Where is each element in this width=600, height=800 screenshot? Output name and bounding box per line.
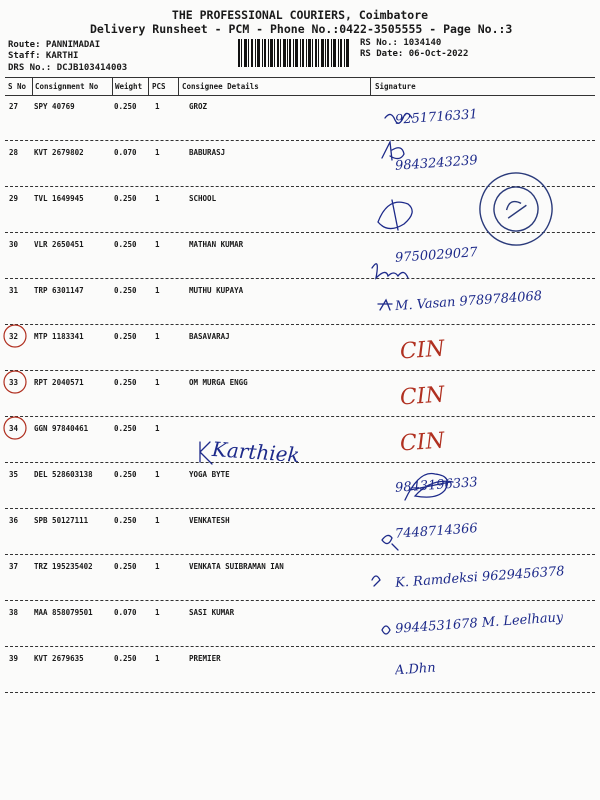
signature-stroke — [378, 300, 392, 310]
row-signature: CIN — [399, 336, 446, 365]
row-consignment: MAA 858079501 — [34, 608, 93, 617]
row-signature: A.Dhn — [394, 660, 437, 679]
rs-number: RS No.: 1034140 — [360, 38, 442, 48]
delivery-stamp — [477, 170, 555, 248]
row-pcs: 1 — [155, 470, 160, 479]
row-sno: 39 — [9, 654, 19, 663]
col-sno: S No — [8, 82, 27, 91]
col-weight: Weight — [115, 82, 143, 91]
staff-label: Staff: KARTHI — [8, 51, 79, 61]
handwritten-name: Karthiek — [211, 436, 301, 468]
row-consignee: SASI KUMAR — [189, 608, 235, 617]
row-signature: 7448714366 — [394, 521, 479, 542]
row-pcs: 1 — [155, 102, 160, 111]
row-consignment: TVL 1649945 — [34, 194, 84, 203]
row-sno: 27 — [9, 102, 19, 111]
row-consignment: SPY 40769 — [34, 102, 75, 111]
row-pcs: 1 — [155, 608, 160, 617]
col-consignment: Consignment No — [35, 82, 99, 91]
page-subtitle: Delivery Runsheet - PCM - Phone No.:0422-3505555 - Page No.:3 — [90, 22, 513, 36]
row-consignee: VENKATA SUIBRAMAN IAN — [189, 562, 284, 571]
row-consignment: SPB 50127111 — [34, 516, 89, 525]
row-sno: 31 — [9, 286, 19, 295]
row-sno: 33 — [9, 378, 19, 387]
row-weight: 0.250 — [114, 332, 137, 341]
row-pcs: 1 — [155, 240, 160, 249]
route-label: Route: PANNIMADAI — [8, 40, 101, 50]
row-consignee: PREMIER — [189, 654, 221, 663]
row-sno: 34 — [9, 424, 19, 433]
row-consignee: GROZ — [189, 102, 208, 111]
row-pcs: 1 — [155, 194, 160, 203]
rs-date: RS Date: 06-Oct-2022 — [360, 49, 469, 59]
row-consignment: VLR 2650451 — [34, 240, 84, 249]
page-title: THE PROFESSIONAL COURIERS, Coimbatore — [171, 8, 429, 22]
row-sno: 30 — [9, 240, 19, 249]
row-consignee: OM MURGA ENGG — [189, 378, 248, 387]
row-signature: 9251716331 — [394, 107, 479, 128]
row-pcs: 1 — [155, 286, 160, 295]
row-signature: M. Vasan 9789784068 — [394, 288, 543, 315]
row-signature: 9843243239 — [394, 153, 479, 174]
row-pcs: 1 — [155, 654, 160, 663]
row-pcs: 1 — [155, 516, 160, 525]
row-signature: 9750029027 — [394, 245, 479, 266]
row-consignee: SCHOOL — [189, 194, 217, 203]
row-pcs: 1 — [155, 562, 160, 571]
row-marker-circle — [4, 417, 26, 439]
row-pcs: 1 — [155, 148, 160, 157]
signature-stroke — [372, 264, 408, 278]
row-pcs: 1 — [155, 378, 160, 387]
signature-stroke — [385, 113, 412, 123]
row-pcs: 1 — [155, 332, 160, 341]
row-weight: 0.250 — [114, 240, 137, 249]
signature-stroke — [200, 442, 212, 464]
row-weight: 0.250 — [114, 562, 137, 571]
signature-stroke — [405, 474, 453, 500]
row-weight: 0.250 — [114, 516, 137, 525]
row-weight: 0.250 — [114, 424, 137, 433]
row-sno: 36 — [9, 516, 19, 525]
signature-stroke — [382, 142, 404, 160]
row-consignment: KVT 2679635 — [34, 654, 84, 663]
row-consignment: DEL 528603138 — [34, 470, 93, 479]
row-consignment: KVT 2679802 — [34, 148, 84, 157]
row-consignment: MTP 1183341 — [34, 332, 84, 341]
col-signature: Signature — [375, 82, 416, 91]
row-weight: 0.250 — [114, 470, 137, 479]
row-consignee: VENKATESH — [189, 516, 230, 525]
row-weight: 0.070 — [114, 148, 137, 157]
row-weight: 0.250 — [114, 654, 137, 663]
row-signature: K. Ramdeksi 9629456378 — [394, 564, 566, 591]
row-weight: 0.070 — [114, 608, 137, 617]
row-consignee: MUTHU KUPAYA — [189, 286, 244, 295]
row-sno: 37 — [9, 562, 19, 571]
row-consignment: TRP 6301147 — [34, 286, 84, 295]
row-sno: 32 — [9, 332, 19, 341]
col-consignee: Consignee Details — [182, 82, 259, 91]
row-consignment: RPT 2040571 — [34, 378, 84, 387]
row-signature: 9944531678 M. Leelhauy — [394, 610, 564, 637]
col-pcs: PCS — [152, 82, 166, 91]
row-sno: 38 — [9, 608, 19, 617]
row-sno: 29 — [9, 194, 19, 203]
row-consignment: TRZ 195235402 — [34, 562, 93, 571]
row-consignee: YOGA BYTE — [189, 470, 230, 479]
row-consignee: BABURASJ — [189, 148, 226, 157]
row-consignee: BASAVARAJ — [189, 332, 230, 341]
row-weight: 0.250 — [114, 194, 137, 203]
row-sno: 28 — [9, 148, 19, 157]
row-signature: CIN — [399, 428, 446, 457]
row-marker-circle — [4, 371, 26, 393]
row-marker-circle — [4, 325, 26, 347]
row-signature: CIN — [399, 382, 446, 411]
row-weight: 0.250 — [114, 102, 137, 111]
drs-number: DRS No.: DCJB103414003 — [8, 63, 128, 73]
signature-stroke — [372, 576, 380, 586]
row-consignee: MATHAN KUMAR — [189, 240, 244, 249]
row-consignment: GGN 97840461 — [34, 424, 89, 433]
row-weight: 0.250 — [114, 378, 137, 387]
row-sno: 35 — [9, 470, 19, 479]
signature-stroke — [382, 626, 390, 634]
row-pcs: 1 — [155, 424, 160, 433]
row-weight: 0.250 — [114, 286, 137, 295]
signature-stroke — [382, 535, 398, 550]
row-signature: 9843196333 — [394, 475, 479, 496]
signature-stroke — [378, 200, 412, 230]
